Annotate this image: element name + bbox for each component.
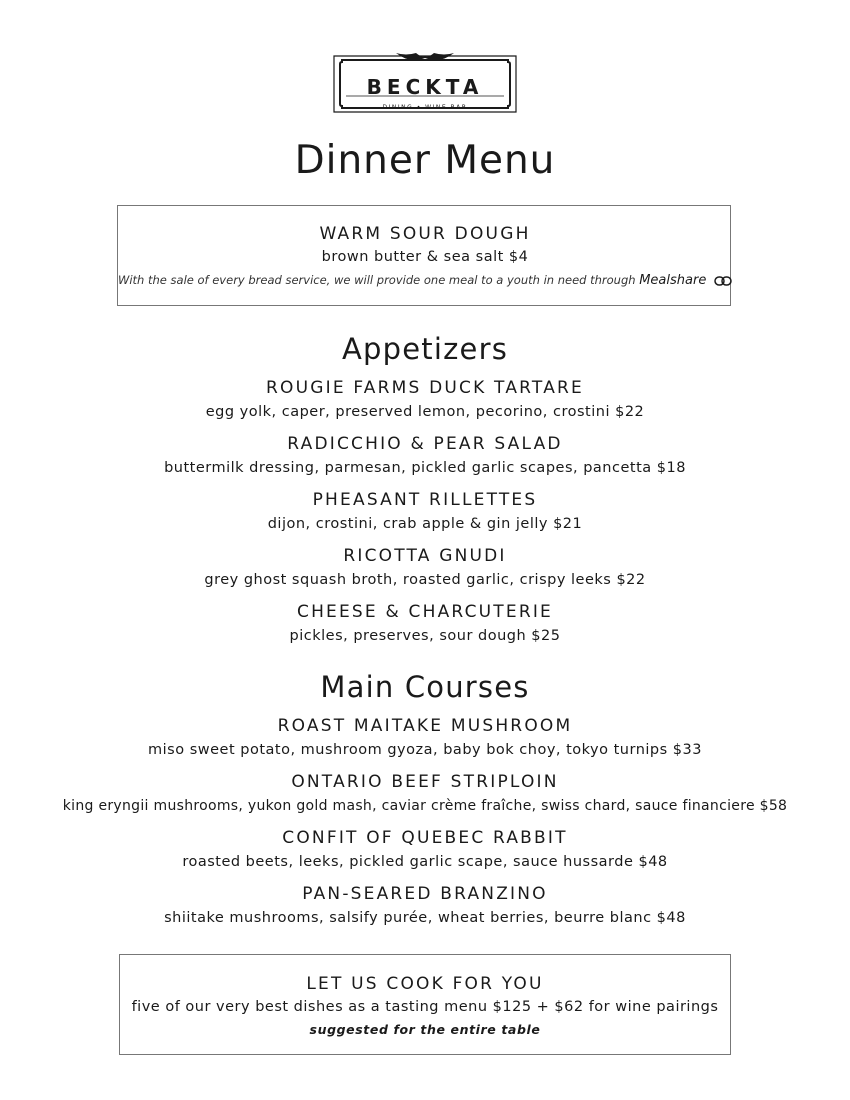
appetizer-desc: dijon, crostini, crab apple & gin jelly $21: [267, 516, 583, 532]
main-course-desc: king eryngii mushrooms, yukon gold mash, caviar crème fraîche, swiss chard, sauce financiere $58: [62, 798, 788, 814]
appetizer-name: RICOTTA GNUDI: [343, 546, 507, 566]
logo-tagline: DINING • WINE BAR: [382, 104, 468, 111]
mealshare-brand: Mealshare: [639, 273, 707, 288]
main-course-name: PAN-SEARED BRANZINO: [302, 884, 548, 904]
main-course-name: CONFIT OF QUEBEC RABBIT: [282, 828, 568, 848]
appetizer-name: CHEESE & CHARCUTERIE: [297, 602, 553, 622]
main-courses-heading: Main Courses: [320, 670, 530, 704]
tasting-note: suggested for the entire table: [309, 1022, 541, 1037]
appetizer-desc: egg yolk, caper, preserved lemon, pecorino, crostini $22: [205, 404, 645, 420]
bread-name: WARM SOUR DOUGH: [319, 224, 531, 244]
appetizer-desc: grey ghost squash broth, roasted garlic, crispy leeks $22: [204, 572, 646, 588]
appetizer-name: PHEASANT RILLETTES: [312, 490, 538, 510]
mealshare-chain-icon: [714, 275, 732, 287]
main-course-desc: roasted beets, leeks, pickled garlic scape, sauce hussarde $48: [182, 854, 668, 870]
tasting-desc: five of our very best dishes as a tasting menu $125 + $62 for wine pairings: [131, 999, 719, 1015]
mealshare-note-line: [0, 272, 850, 289]
main-course-desc: miso sweet potato, mushroom gyoza, baby bok choy, tokyo turnips $33: [148, 742, 702, 758]
appetizer-desc: pickles, preserves, sour dough $25: [289, 628, 561, 644]
main-course-name: ONTARIO BEEF STRIPLOIN: [291, 772, 559, 792]
page-title: Dinner Menu: [294, 138, 556, 183]
tasting-name: LET US COOK FOR YOU: [306, 974, 544, 994]
bread-desc: brown butter & sea salt $4: [321, 249, 529, 265]
appetizers-heading: Appetizers: [341, 332, 509, 366]
main-course-desc: shiitake mushrooms, salsify purée, wheat berries, beurre blanc $48: [164, 910, 686, 926]
appetizer-name: RADICCHIO & PEAR SALAD: [287, 434, 563, 454]
appetizer-desc: buttermilk dressing, parmesan, pickled garlic scapes, pancetta $18: [164, 460, 686, 476]
beckta-logo: [330, 52, 520, 114]
appetizer-name: ROUGIE FARMS DUCK TARTARE: [266, 378, 584, 398]
main-course-name: ROAST MAITAKE MUSHROOM: [277, 716, 573, 736]
mealshare-note: With the sale of every bread service, we will provide one meal to a youth in need through: [117, 273, 636, 287]
logo-name: BECKTA: [366, 75, 484, 99]
